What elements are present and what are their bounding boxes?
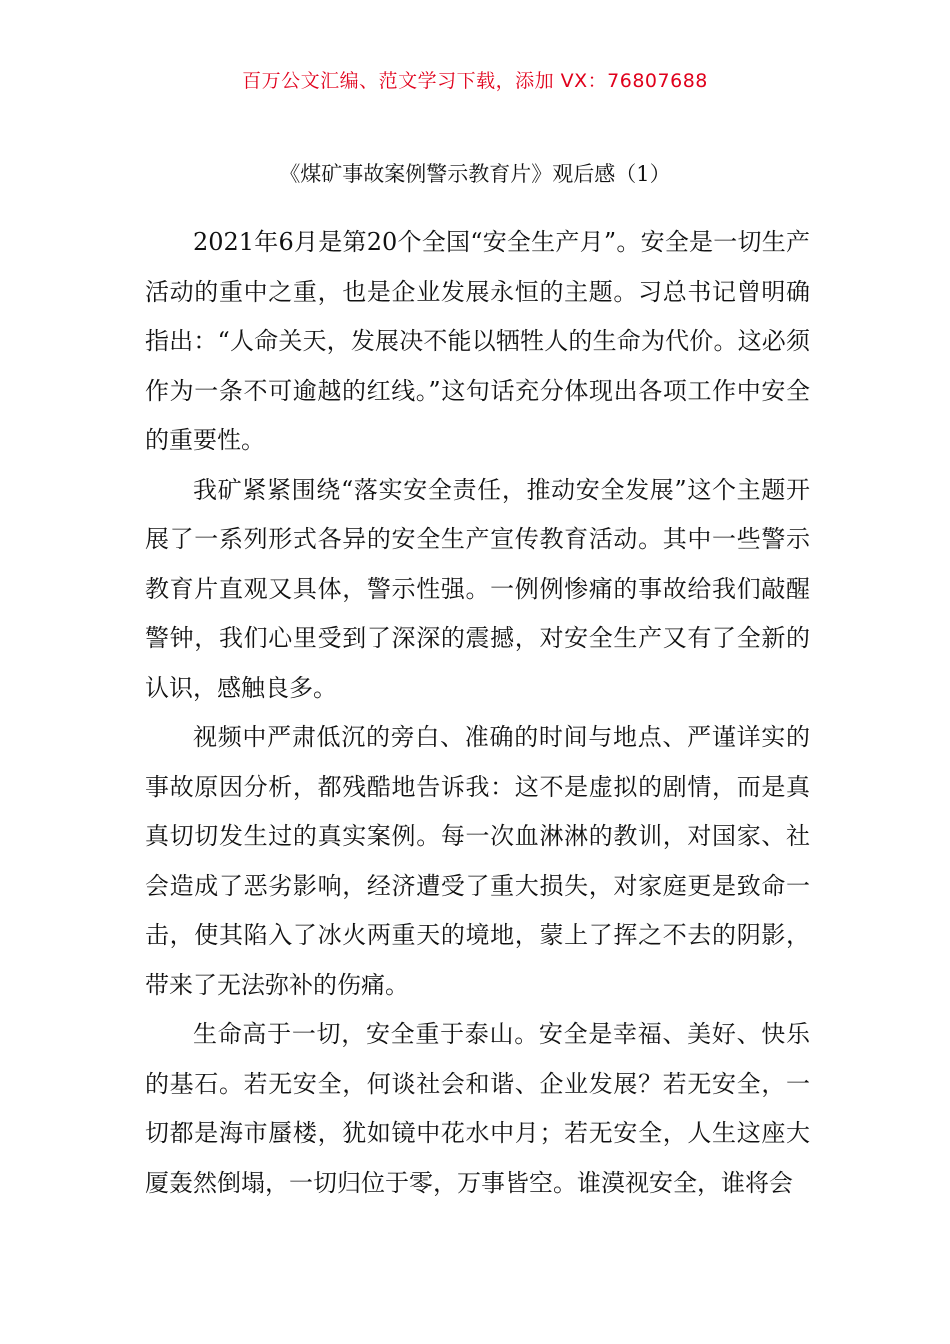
paragraph-2: 我矿紧紧围绕“落实安全责任，推动安全发展”这个主题开展了一系列形式各异的安全生产宣传教育活动。其中一些警示教育片直观又具体，警示性强。一例例惨痛的事故给我们敲醒警钟，我们心里受到了深深的震撼，对安全生产又有了全新的认识，感触良多。 [145, 475, 810, 702]
document-title: 《煤矿事故案例警示教育片》观后感（1） [279, 162, 671, 186]
paragraph-1: 2021年6月是第20个全国“安全生产月”。安全是一切生产活动的重中之重，也是企业发展永恒的主题。习总书记曾明确指出：“人命关天，发展决不能以牺牲人的生命为代价。这必须作为一条不可逾越的红线。”这句话充分体现出各项工作中安全的重要性。 [145, 228, 810, 454]
header-banner: 百万公文汇编、范文学习下载，添加 VX：76807688 [242, 70, 708, 92]
paragraph-3: 视频中严肃低沉的旁白、准确的时间与地点、严谨详实的事故原因分析，都残酷地告诉我：这不是虚拟的剧情，而是真真切切发生过的真实案例。每一次血淋淋的教训，对国家、社会造成了恶劣影响，经济遭受了重大损失，对家庭更是致命一击，使其陷入了冰火两重天的境地，蒙上了挥之不去的阴影，带来了无法弥补的伤痛。 [145, 723, 810, 999]
document-body [145, 218, 810, 1208]
paragraph-4: 生命高于一切，安全重于泰山。安全是幸福、美好、快乐的基石。若无安全，何谈社会和谐、企业发展？若无安全，一切都是海市蜃楼，犹如镜中花水中月；若无安全，人生这座大厦轰然倒塌，一切归位于零，万事皆空。谁漠视安全，谁将会 [145, 1020, 810, 1197]
